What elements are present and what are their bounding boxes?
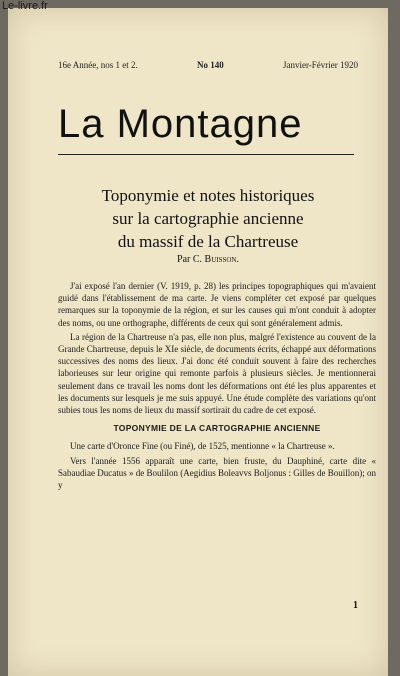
article-body: [58, 280, 376, 493]
article-title-line: du massif de la Chartreuse: [117, 232, 299, 251]
body-paragraph: La région de la Chartreuse n'a pas, elle non plus, malgré l'existence au couvent de la Grande Chartreuse, depuis le XIe siècle, de documents écrits, échappé aux déformations successives des noms des lieux. J'ai donc été conduit souvent à faire des recherches laborieuses sur leur origine qui remonte parfois à plusieurs siècles. Je mentionnerai seulement dans ce travail les noms dont les déformations ont été les plus apparentes et les documents sur lesquels je me suis appuyé. Une étude complète des variations qu'ont subies tous les noms de lieux du massif sortirait du cadre de cet exposé.: [58, 331, 376, 416]
author-name: C. Buisson.: [192, 254, 239, 265]
section-heading: TOPONYMIE DE LA CARTOGRAPHIE ANCIENNE: [113, 423, 321, 434]
issue-number: No 140: [196, 60, 224, 70]
masthead-rule: [58, 154, 354, 155]
issue-year-numbers: 16e Année, nos 1 et 2.: [58, 60, 138, 70]
byline-prefix: Par: [177, 254, 191, 265]
issue-header: [58, 60, 358, 70]
article-title: [58, 184, 358, 253]
byline: [58, 254, 358, 265]
article-title-line: sur la cartographie ancienne: [112, 209, 304, 228]
body-paragraph: Une carte d'Oronce Fine (ou Finé), de 1525, mentionne « la Chartreuse ».: [70, 441, 335, 452]
body-paragraph: Vers l'année 1556 apparaît une carte, bien fruste, du Dauphiné, carte dite « Sabaudiae Ducatus » de Boulilon (Aegidius Boleavvs Boljonus : Gilles de Bouillon); on y: [58, 455, 376, 491]
document-page: [8, 8, 388, 676]
masthead: La Montagne: [58, 102, 303, 146]
body-paragraph: J'ai exposé l'an dernier (V. 1919, p. 28) les principes topographiques qui m'avaient guidé dans l'établissement de ma carte. Je viens compléter cet exposé par quelques remarques sur la toponymie de la région, et sur les causes qui m'ont conduit à adopter des noms, ou une orthographe, différents de ceux qui sont généralement admis.: [58, 281, 376, 328]
article-title-line: Toponymie et notes historiques: [101, 186, 315, 205]
page-number: 1: [353, 600, 358, 611]
issue-date: Janvier-Février 1920: [282, 60, 358, 70]
watermark: Le-livre.fr: [2, 0, 48, 12]
